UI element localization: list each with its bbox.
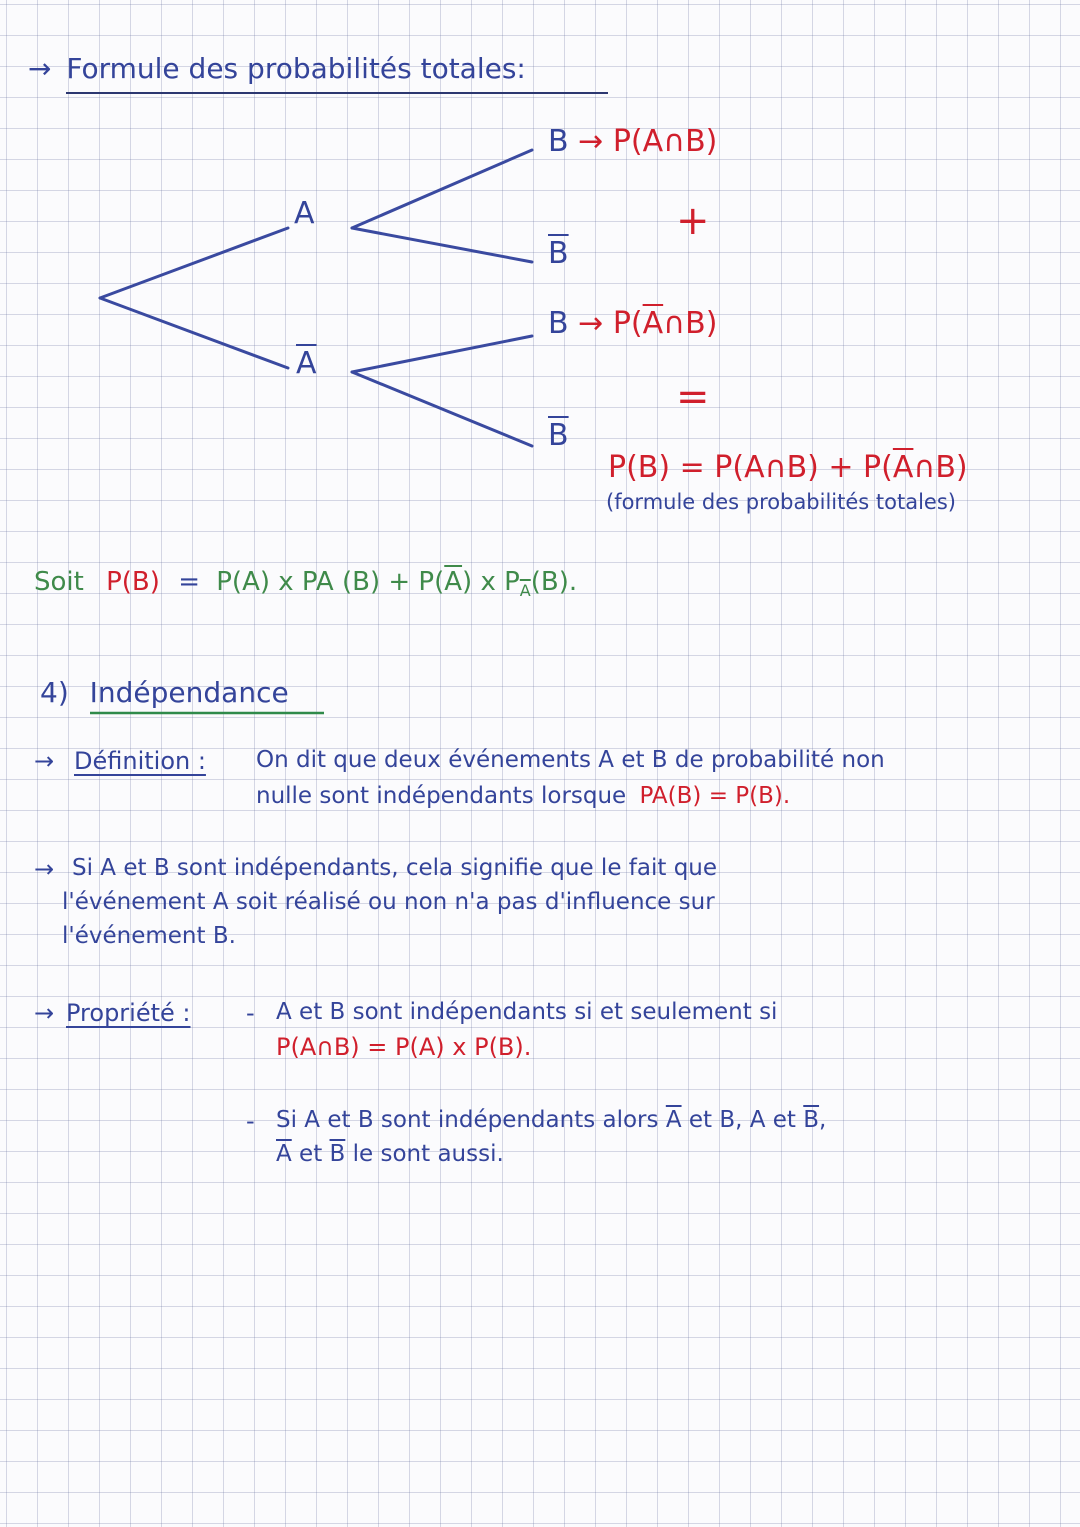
tree-node-not-a: $\overline{A}$ <box>296 346 317 381</box>
tree-leaf-b-upper: B <box>548 124 569 159</box>
soit-rhs-1: P(A) x PA (B) + P( <box>216 567 445 597</box>
tree-path-lower <box>548 306 717 341</box>
formula-caption: (formule des probabilités totales) <box>606 490 956 514</box>
item-2-line-2-end: le sont aussi. <box>352 1141 504 1167</box>
definition-label: Définition : <box>74 747 206 775</box>
item-2-line-2-mid: et <box>299 1141 323 1167</box>
property-item-1-line-1: A et B sont indépendants si et seulement si <box>276 999 778 1025</box>
soit-rhs-bar: $\overline{A}$ <box>444 567 463 597</box>
soit-rhs-3: (B). <box>530 567 578 597</box>
property-item-1-formula: P(A∩B) = P(A) x P(B). <box>276 1033 532 1061</box>
item-2-start: Si A et B sont indépendants alors <box>276 1107 659 1133</box>
path-upper-formula: P(A∩B) <box>612 124 718 159</box>
remark-arrow: → <box>34 855 55 883</box>
formula-left: P(B) = P(A∩B) + P( <box>608 450 893 485</box>
property-label: Propriété : <box>66 999 191 1027</box>
arrow-icon: → <box>28 52 52 85</box>
soit-line <box>34 566 577 601</box>
branch-not-a-b <box>352 336 532 372</box>
path-lower-bar: $\overline{A}$ <box>642 306 664 341</box>
property-item-2-line-1 <box>276 1106 826 1135</box>
definition-formula: PA(B) = P(B). <box>639 783 791 809</box>
property-dash-2: - <box>246 1107 255 1135</box>
total-probability-formula <box>608 450 968 485</box>
branch-root-a <box>100 228 288 298</box>
section-number: 4) <box>40 676 69 709</box>
section-4-heading <box>40 676 289 709</box>
item-2-mid: et B, A et <box>688 1107 796 1133</box>
branch-a-b <box>352 150 532 228</box>
remark-line-3: l'événement B. <box>62 923 236 949</box>
tree-node-a: A <box>294 196 315 231</box>
formula-bar: $\overline{A}$ <box>892 450 914 485</box>
tree-leaf-b-lower: B <box>548 306 569 341</box>
item-2-a-bar: $\overline{A}$ <box>665 1107 682 1133</box>
plus-sign: + <box>676 198 710 244</box>
definition-line-1: On dit que deux événements A et B de probabilité non <box>256 747 885 773</box>
definition-line-2 <box>256 782 790 811</box>
formula-right: ∩B) <box>913 450 968 485</box>
remark-line-1: Si A et B sont indépendants, cela signifie que le fait que <box>72 855 718 881</box>
definition-arrow: → <box>34 747 55 775</box>
arrow-icon: → <box>578 306 604 341</box>
tree-leaf-not-b-upper: $\overline{B}$ <box>548 236 569 271</box>
property-dash-1: - <box>246 999 255 1027</box>
soit-word: Soit <box>34 567 84 597</box>
soit-lhs: P(B) <box>106 567 160 597</box>
heading-text: Formule des probabilités totales: <box>66 52 526 85</box>
path-lower-suffix: ∩B) <box>663 306 718 341</box>
heading-total-probability <box>28 52 526 86</box>
item-2-line-2-a: $\overline{A}$ <box>276 1141 292 1167</box>
branch-root-not-a <box>100 298 288 368</box>
soit-eq: = <box>178 567 200 597</box>
definition-line-2-text: nulle sont indépendants lorsque <box>256 783 627 809</box>
soit-rhs-2: ) x P <box>462 567 520 597</box>
soit-rhs-sub: A <box>519 581 531 601</box>
remark-line-2: l'événement A soit réalisé ou non n'a pas d'influence sur <box>62 889 715 915</box>
branch-a-not-b <box>352 228 532 262</box>
property-item-2-line-2 <box>276 1140 504 1169</box>
item-2-b-bar: $\overline{B}$ <box>803 1107 820 1133</box>
tree-leaf-not-b-lower: $\overline{B}$ <box>548 418 569 453</box>
section-title: Indépendance <box>89 676 289 709</box>
item-2-comma: , <box>819 1107 827 1133</box>
path-lower-prefix: P( <box>612 306 643 341</box>
branch-not-a-not-b <box>352 372 532 446</box>
equals-sign: = <box>676 374 710 420</box>
item-2-line-2-b: $\overline{B}$ <box>329 1141 346 1167</box>
arrow-icon: → <box>578 124 604 159</box>
tree-path-upper <box>548 124 717 159</box>
property-arrow: → <box>34 999 55 1027</box>
